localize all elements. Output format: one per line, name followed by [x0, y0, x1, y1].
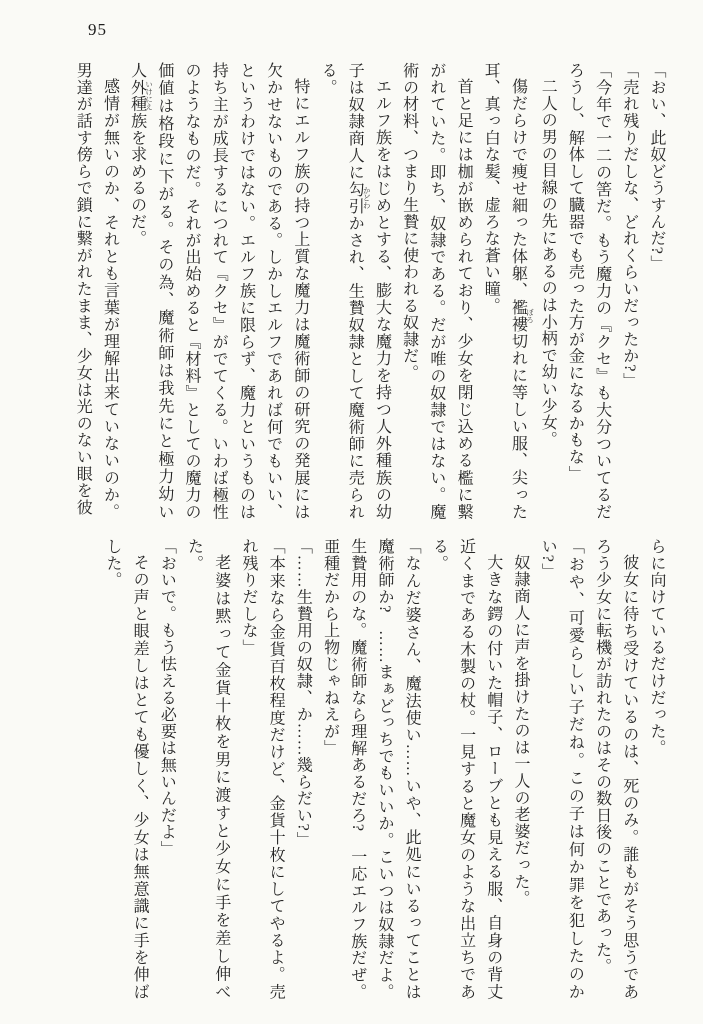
lower-text-block	[99, 538, 670, 1000]
paragraph: 「なんだ婆さん、魔法使い……いや、此処にいるってことは魔術師か? ……まぁどっちでもいいか。こいつは奴隷だよ。生贄用のな。魔術師なら理解あるだろ? 一応エルフ族だぜ。亜種だから上物じゃねえが」	[321, 538, 421, 1000]
paragraph: その声と眼差しはとても優しく、少女は無意識に手を伸ばした。	[103, 538, 149, 1000]
paragraph: 感情が無いのか、それとも言葉が理解出来ていないのか。男達が話す傍らで鎖に繋がれたまま、少女は光のない眼を彼	[74, 62, 119, 520]
furigana-term: 襤褸 ぼろ	[509, 299, 535, 334]
furigana-term: 勾引 かどわ	[346, 180, 372, 215]
paragraph: 「……生贄用の奴隷、か……幾らだい?」	[294, 538, 312, 849]
paragraph: 大きな鍔の付いた帽子、ローブとも見える服、自身の背丈近くまである木製の杖。一見すると魔女のような出立ちである。	[430, 538, 502, 1000]
paragraph: エルフ族をはじめとする、膨大な魔力を持つ人外種族の幼子は奴隷商人に勾引 かどわかされ、生贄奴隷として魔術師に売られる。	[319, 62, 391, 520]
paragraph: 老婆は黙って金貨十枚を男に渡すと少女に手を差し伸べた。	[185, 538, 230, 1000]
page-number: 95	[88, 20, 107, 39]
paragraph: 二人の男の目線の先にあるのは小柄で幼い少女。	[539, 78, 557, 448]
paragraph: 「本来なら金貨百枚程度だけど、金貨十枚にしてやるよ。売れ残りだしな」	[239, 538, 285, 1000]
paragraph: 「今年で一二の筈だ。もう魔力の『クセ』も大分ついてるだろうし、解体して臓器でも売った方が金になるかもな」	[566, 62, 611, 520]
upper-text-block	[69, 62, 670, 520]
paragraph: 彼女に待ち受けているのは、死のみ。誰もがそう思うであろう少女に転機が訪れたのはその数日後のことであった。	[593, 538, 638, 1000]
paragraph: らに向けているだけだった。	[648, 538, 665, 757]
paragraph: 「おい、此奴どうすんだ?」	[648, 62, 665, 272]
paragraph: 首と足には枷が嵌められており、少女を閉じ込める檻に繋がれていた。即ち、奴隷である。だが唯の奴隷ではない。魔術の材料、つまり生贄に使われる奴隷だ。	[400, 62, 473, 520]
paragraph: 傷だらけで痩せ細った体躯、襤褸 ぼろ切れに等しい服、尖った耳、真っ白な髪、虚ろな蒼い瞳。	[482, 62, 535, 520]
paragraph: 「おや、可愛らしい子だね。この子は何か罪を犯したのかい?」	[539, 538, 584, 1000]
paragraph: 奴隷商人に声を掛けたのは一人の老婆だった。	[511, 554, 529, 907]
paragraph: 「売れ残りだしな、どれくらいだったか?」	[620, 62, 638, 390]
furigana-term: 人外種族 いけにえ	[128, 62, 154, 130]
paragraph: 「おいで。もう怯える必要は無いんだよ」	[158, 538, 176, 858]
paragraph: 特にエルフ族の持つ上質な魔力は魔術師の研究の発展には欠かせないものである。しかしエルフであれば何でもいい、というわけではない。エルフ族に限らず、魔力というものは持ち主が成長するにつれて『クセ』がでてくる。いわば極性のようなものだ。それが出始めると『材料』としての魔力の価値は格段に下がる。その為、魔術師は我先にと極力幼い人外種族 いけにえを求めるのだ。	[128, 62, 309, 520]
